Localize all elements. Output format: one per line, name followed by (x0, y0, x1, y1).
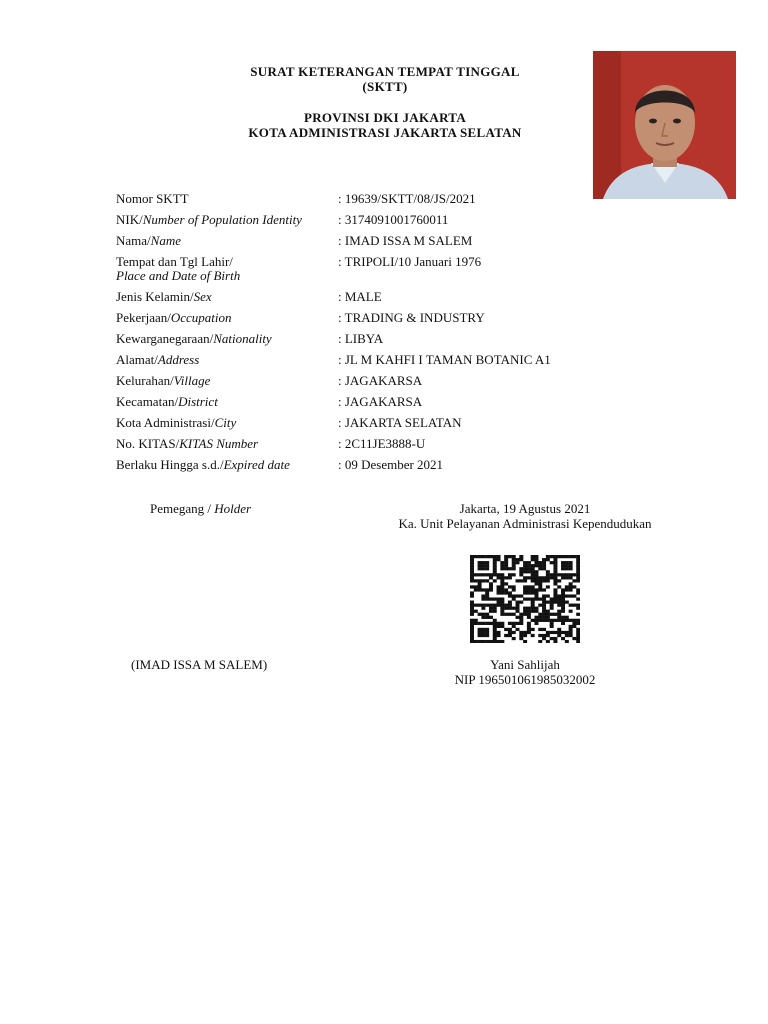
field-label (116, 374, 210, 388)
field-value: : JAGAKARSA (338, 373, 423, 388)
holder-photo (593, 51, 736, 199)
field-label-id: Jenis Kelamin/ (116, 289, 194, 304)
holder-label (150, 501, 251, 517)
field-label-en: Occupation (170, 310, 232, 325)
place-date: Jakarta, 19 Agustus 2021 (459, 501, 591, 516)
field-label-id: Pekerjaan/ (116, 310, 171, 325)
field-value: : 2C11JE3888-U (338, 436, 426, 451)
field-label-en: Sex (193, 289, 212, 304)
qr-code-icon (470, 555, 580, 643)
field-value: : 19639/SKTT/08/JS/2021 (338, 191, 476, 206)
holder-name: (IMAD ISSA M SALEM) (131, 657, 268, 672)
field-label-en: KITAS Number (179, 436, 259, 451)
field-value: : JAKARTA SELATAN (338, 415, 462, 430)
document-abbreviation: (SKTT) (362, 79, 408, 94)
field-label-id: Tempat dan Tgl Lahir/ (116, 254, 233, 269)
field-label (116, 255, 240, 283)
person-portrait-icon (593, 51, 736, 199)
field-label-id: Alamat/ (116, 352, 158, 367)
field-label-en: City (214, 415, 237, 430)
field-label-en: Number of Population Identity (142, 212, 302, 227)
field-label-id: Kelurahan/ (116, 373, 174, 388)
field-label-id: Nama/ (116, 233, 151, 248)
field-label (116, 234, 181, 248)
field-label-id: Kewarganegaraan/ (116, 331, 214, 346)
issuer-block (370, 501, 680, 531)
field-label-en: Address (157, 352, 200, 367)
officer-block (400, 657, 650, 687)
holder-label-en: Holder (214, 501, 252, 516)
field-label (116, 437, 258, 451)
city-name: KOTA ADMINISTRASI JAKARTA SELATAN (248, 125, 522, 140)
field-value: : TRIPOLI/10 Januari 1976 (338, 254, 482, 269)
document-title: SURAT KETERANGAN TEMPAT TINGGAL (250, 64, 520, 79)
document-header (150, 64, 620, 140)
field-label-id: No. KITAS/ (116, 436, 180, 451)
field-value: : TRADING & INDUSTRY (338, 310, 485, 325)
field-label (116, 213, 302, 227)
field-value: : 09 Desember 2021 (338, 457, 444, 472)
field-label (116, 458, 290, 472)
field-label-id: Berlaku Hingga s.d./ (116, 457, 224, 472)
field-label-id: Kecamatan/ (116, 394, 179, 409)
field-label-en: Place and Date of Birth (116, 268, 241, 283)
field-label (116, 332, 272, 346)
field-label-id: Nomor SKTT (116, 191, 189, 206)
holder-label-id: Pemegang / (150, 501, 215, 516)
field-label (116, 353, 199, 367)
issuing-office: Ka. Unit Pelayanan Administrasi Kependudukan (398, 516, 652, 531)
field-value: : LIBYA (338, 331, 384, 346)
field-label-en: Nationality (213, 331, 272, 346)
officer-name: Yani Sahlijah (490, 657, 560, 672)
field-label-id: NIK/ (116, 212, 143, 227)
field-value: : JL M KAHFI I TAMAN BOTANIC A1 (338, 352, 551, 367)
field-label (116, 290, 212, 304)
field-value: : MALE (338, 289, 382, 304)
field-label (116, 395, 218, 409)
field-label (116, 416, 236, 430)
officer-nip: NIP 196501061985032002 (454, 672, 596, 687)
field-label-en: Expired date (223, 457, 290, 472)
field-value: : 3174091001760011 (338, 212, 449, 227)
field-value: : JAGAKARSA (338, 394, 423, 409)
field-label-id: Kota Administrasi/ (116, 415, 215, 430)
field-label-en: Name (150, 233, 181, 248)
field-label (116, 311, 232, 325)
field-value: : IMAD ISSA M SALEM (338, 233, 473, 248)
province-name: PROVINSI DKI JAKARTA (303, 110, 467, 125)
field-label-en: Village (173, 373, 211, 388)
field-label (116, 192, 189, 206)
field-label-en: District (178, 394, 218, 409)
